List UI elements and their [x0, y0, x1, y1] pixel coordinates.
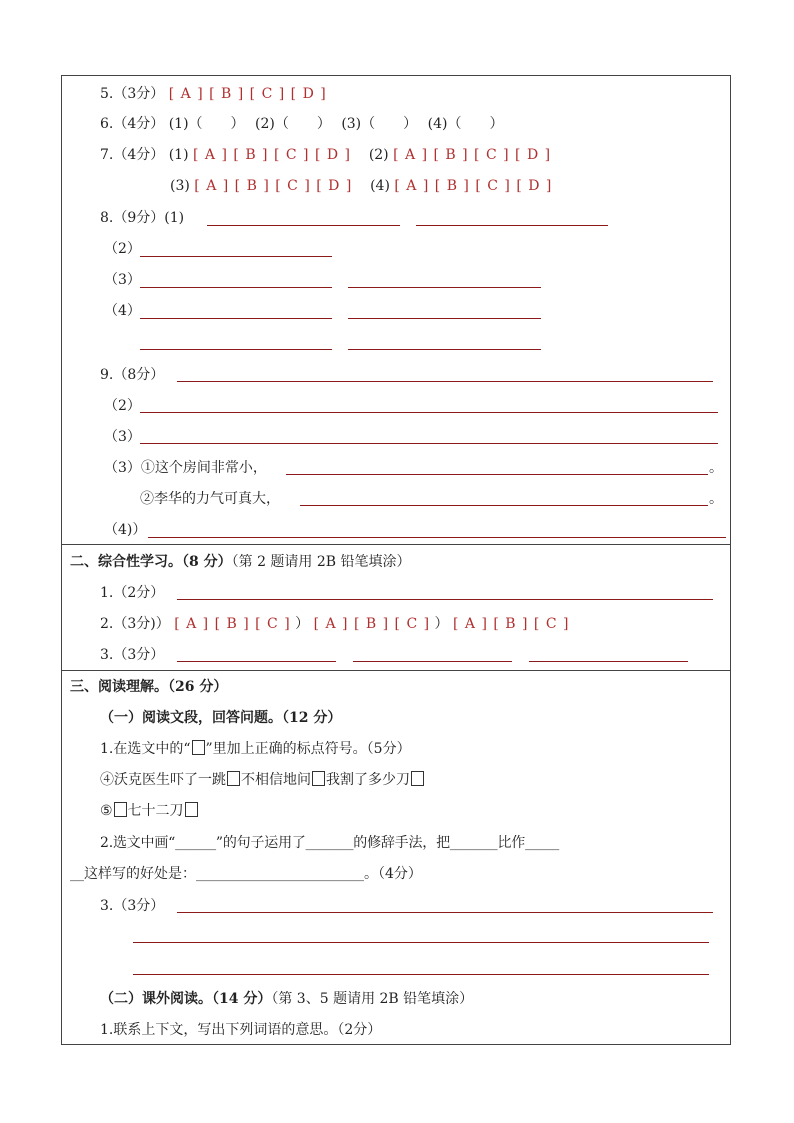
q9-sub3b-row: （3）①这个房间非常小，: [104, 460, 267, 476]
q6-blank-3[interactable]: (3)（ ）: [341, 116, 418, 132]
q9-s2-end: 。: [709, 491, 723, 507]
q9-sub2: （2）: [104, 398, 141, 414]
q6-blank-4[interactable]: (4)（ ）: [427, 116, 504, 132]
part2-q3-line-a[interactable]: [177, 661, 336, 662]
q9-2-line[interactable]: [140, 412, 718, 413]
part3-heading: 三、阅读理解。（26 分）: [70, 679, 228, 695]
part2-q2-opt-2[interactable]: [ A ] [ B ] [ C ]: [313, 616, 431, 632]
part2-q3-line-b[interactable]: [353, 661, 512, 662]
part3-line4: ④沃克医生吓了一跳 不相信地问 我割了多少刀: [100, 770, 425, 790]
q5-row: 5.（3分） [ A ] [ B ] [ C ] [ D ]: [100, 86, 327, 102]
q9-s1-line[interactable]: [286, 474, 708, 475]
q8-4-line-c[interactable]: [140, 349, 332, 350]
punct-box-4[interactable]: [114, 802, 127, 817]
part3-c1: 1.联系上下文，写出下列词语的意思。（2分）: [100, 1022, 382, 1038]
q9-s2-line[interactable]: [300, 505, 708, 506]
punct-box-1[interactable]: [227, 771, 240, 786]
part3-q3-line-2[interactable]: [133, 942, 709, 943]
punct-box-5[interactable]: [185, 802, 198, 817]
q8-sub3: （3）: [104, 272, 141, 288]
q6-blank-2[interactable]: (2)（ ）: [255, 116, 331, 132]
part2-heading: 二、综合性学习。（8 分）（第 2 题请用 2B 铅笔填涂）: [70, 554, 411, 570]
answer-sheet: [61, 75, 731, 1045]
part3-q3: 3.（3分）: [100, 898, 165, 914]
q9-sub3: （3）: [104, 429, 141, 445]
q8-sub2: （2）: [104, 241, 141, 257]
part3-sub2: （二）课外阅读。（14 分）（第 3、5 题请用 2B 铅笔填涂）: [100, 991, 474, 1007]
part2-q2-row: 2.（3分)） [ A ] [ B ] [ C ] ） [ A ] [ B ] [ C ] ） [ A ] [ B ] [ C ]: [100, 616, 570, 632]
part2-q3-line-c[interactable]: [529, 661, 688, 662]
part3-q3-line-1[interactable]: [177, 912, 713, 913]
part2-q2-opt-1[interactable]: [ A ] [ B ] [ C ]: [174, 616, 291, 632]
q8-3-line-b[interactable]: [348, 287, 541, 288]
part3-line5: ⑤ 七十二刀: [100, 801, 199, 821]
part2-q1-line[interactable]: [177, 599, 713, 600]
q6-blank-1[interactable]: (1)（ ）: [168, 116, 245, 132]
q7-row-2: (3) [ A ] [ B ] [ C ] [ D ] (4) [ A ] [ B ] [ C ] [ D ]: [170, 178, 553, 194]
q8-1-line-b[interactable]: [416, 225, 608, 226]
punct-box-3[interactable]: [411, 771, 424, 786]
q9-sub4: （4)）: [104, 522, 147, 538]
q7-4-options[interactable]: [ A ] [ B ] [ C ] [ D ]: [394, 178, 553, 194]
part2-q1: 1.（2分）: [100, 585, 165, 601]
q6-row: 6.（4分） (1)（ ） (2)（ ） (3)（ ） (4)（ ）: [100, 116, 504, 132]
q8-4-line-a[interactable]: [140, 318, 332, 319]
section-divider-3: [62, 670, 730, 671]
punct-box-2[interactable]: [312, 771, 325, 786]
q9-1-line[interactable]: [177, 381, 713, 382]
q7-2-options[interactable]: [ A ] [ B ] [ C ] [ D ]: [393, 147, 552, 163]
q9-3-line[interactable]: [140, 443, 718, 444]
q7-1-options[interactable]: [ A ] [ B ] [ C ] [ D ]: [193, 147, 351, 163]
section-divider-2: [62, 544, 730, 545]
q9-4-line[interactable]: [148, 537, 726, 538]
q8-sub4: （4）: [104, 303, 141, 319]
part3-q2b: __这样写的好处是：________________________。（4分）: [70, 866, 422, 882]
q9-s1-end: 。: [709, 460, 723, 476]
part3-q2: 2.选文中画“______”的句子运用了_______的修辞手法，把_______比作_____: [100, 835, 560, 851]
q8-3-line-a[interactable]: [140, 287, 332, 288]
part2-q2-opt-3[interactable]: [ A ] [ B ] [ C ]: [452, 616, 570, 632]
part3-q3-line-3[interactable]: [133, 974, 709, 975]
part2-q3: 3.（3分）: [100, 647, 165, 663]
part3-q1: 1.在选文中的“ ”里加上正确的标点符号。（5分）: [100, 741, 411, 757]
q8-1-line-a[interactable]: [207, 225, 400, 226]
q7-row-1: 7.（4分） (1) [ A ] [ B ] [ C ] [ D ] (2) [ A ] [ B ] [ C ] [ D ]: [100, 147, 552, 163]
q8-2-line[interactable]: [140, 256, 332, 257]
part3-sub1: （一）阅读文段，回答问题。（12 分）: [100, 710, 342, 726]
q8-4-line-b[interactable]: [348, 318, 541, 319]
q8-label: 8.（9分）(1): [100, 210, 185, 226]
q9-s2: ②李华的力气可真大，: [140, 491, 280, 507]
q9-label: 9.（8分）: [100, 367, 165, 383]
q8-4-line-d[interactable]: [348, 349, 541, 350]
q7-3-options[interactable]: [ A ] [ B ] [ C ] [ D ]: [194, 178, 353, 194]
blank-box-icon: [192, 740, 205, 755]
q5-options[interactable]: [ A ] [ B ] [ C ] [ D ]: [168, 86, 327, 102]
